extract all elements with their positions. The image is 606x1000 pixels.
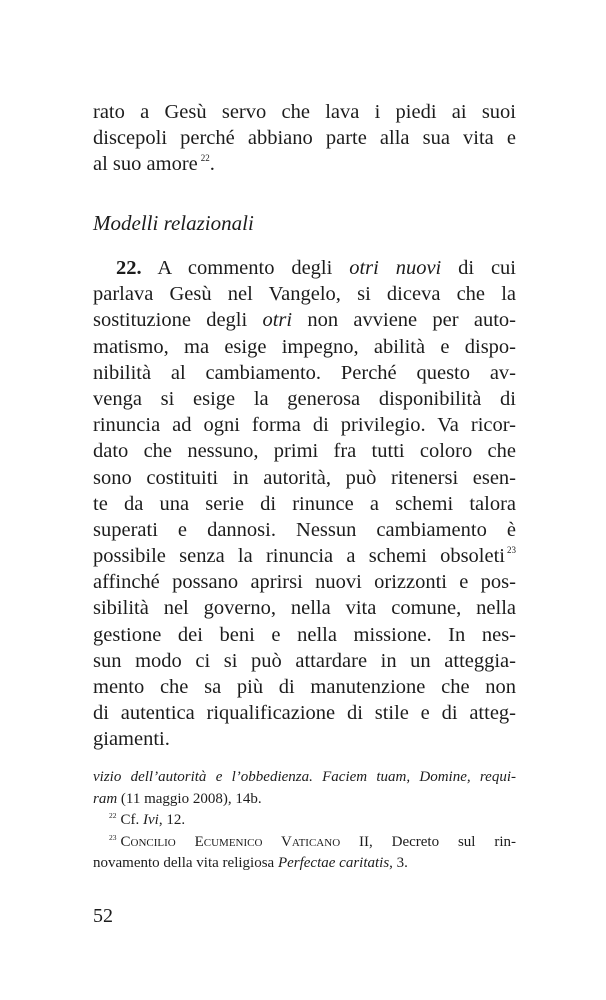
paragraph-number: 22. xyxy=(116,257,142,279)
text-line: sono costituiti in autorità, può ritenersi esen- xyxy=(93,466,516,489)
text-line: gestione dei beni e nella missione. In nes- xyxy=(93,623,516,646)
text-line: te da una serie di rinunce a schemi talora xyxy=(93,492,516,515)
text-line xyxy=(93,255,516,281)
text-line: discepoli perché abbiano parte alla sua vita e xyxy=(93,127,516,150)
continuation-paragraph xyxy=(93,99,516,178)
text-segment: (11 maggio 2008), 14b. xyxy=(117,790,262,807)
text-line: giamenti. xyxy=(93,728,170,751)
text-segment: al suo amore xyxy=(93,153,198,176)
italic-text: ram xyxy=(93,790,118,807)
footnote-ref-22: 22 xyxy=(200,153,210,164)
text-line: dato che nessuno, primi fra tutti coloro che xyxy=(93,440,516,463)
text-line: nibilità al cambiamento. Perché questo av- xyxy=(93,361,516,384)
italic-text: Perfectae caritatis xyxy=(277,855,390,871)
footnotes xyxy=(93,767,516,875)
text-segment: , 3. xyxy=(389,855,408,871)
italic-text: vizio dell’autorità e l’obbedienza. Faciem tuam, Domine, requi- xyxy=(93,769,516,785)
text-segment: A commento degli xyxy=(141,257,350,279)
text-segment: II, Decreto sul rin- xyxy=(340,833,517,850)
text-segment: di cui xyxy=(441,257,516,279)
footnote-number: 22 xyxy=(109,811,117,820)
text-segment: novamento della vita religiosa xyxy=(93,855,278,871)
text-line: di autentica riqualificazione di stile e di atteg- xyxy=(93,702,516,725)
footnote-23-continuation xyxy=(93,853,516,875)
text-line: sun modo ci si può attardare in un atteggia- xyxy=(93,649,516,672)
text-line: parlava Gesù nel Vangelo, si diceva che la xyxy=(93,283,516,306)
text-line xyxy=(93,307,516,333)
footnote-number: 23 xyxy=(109,832,117,842)
text-segment: Cf. xyxy=(120,812,143,828)
footnote-ref-23: 23 xyxy=(507,545,516,556)
text-line xyxy=(93,151,516,177)
text-line: mento che sa più di manutenzione che non xyxy=(93,676,516,698)
text-line: sibilità nel governo, nella vita comune, nella xyxy=(93,597,516,620)
text-line: matismo, ma esige impegno, abilità e dispo- xyxy=(93,335,516,358)
italic-text: Ivi xyxy=(143,812,159,828)
footnote-22 xyxy=(93,810,516,832)
italic-term: otri xyxy=(262,309,293,332)
text-segment: , 12. xyxy=(158,812,186,828)
author-name: Concilio Ecumenico Vaticano xyxy=(120,833,341,850)
text-line: rato a Gesù servo che lava i piedi ai suoi xyxy=(93,101,516,123)
italic-term: otri nuovi xyxy=(349,257,442,279)
footnote-continuation-line xyxy=(93,789,516,811)
section-heading: Modelli relazionali xyxy=(93,211,254,235)
text-line: venga si esige la generosa disponibilità di xyxy=(93,387,516,410)
text-line: affinché possano aprirsi nuovi orizzonti e pos- xyxy=(93,571,516,594)
section-paragraph xyxy=(93,255,516,753)
footnote-23 xyxy=(93,832,516,854)
text-line: superati e dannosi. Nessun cambiamento è xyxy=(93,518,516,541)
text-segment: . xyxy=(209,153,215,176)
text-segment: non avviene per auto- xyxy=(292,309,516,332)
footnote-continuation-line xyxy=(93,767,516,789)
text-segment: possibile senza la rinuncia a schemi obsoleti xyxy=(93,545,505,568)
page-number: 52 xyxy=(93,905,113,927)
text-segment: sostituzione degli xyxy=(93,309,263,332)
text-line xyxy=(93,543,516,569)
text-line: rinuncia ad ogni forma di privilegio. Va ricor- xyxy=(93,414,516,437)
